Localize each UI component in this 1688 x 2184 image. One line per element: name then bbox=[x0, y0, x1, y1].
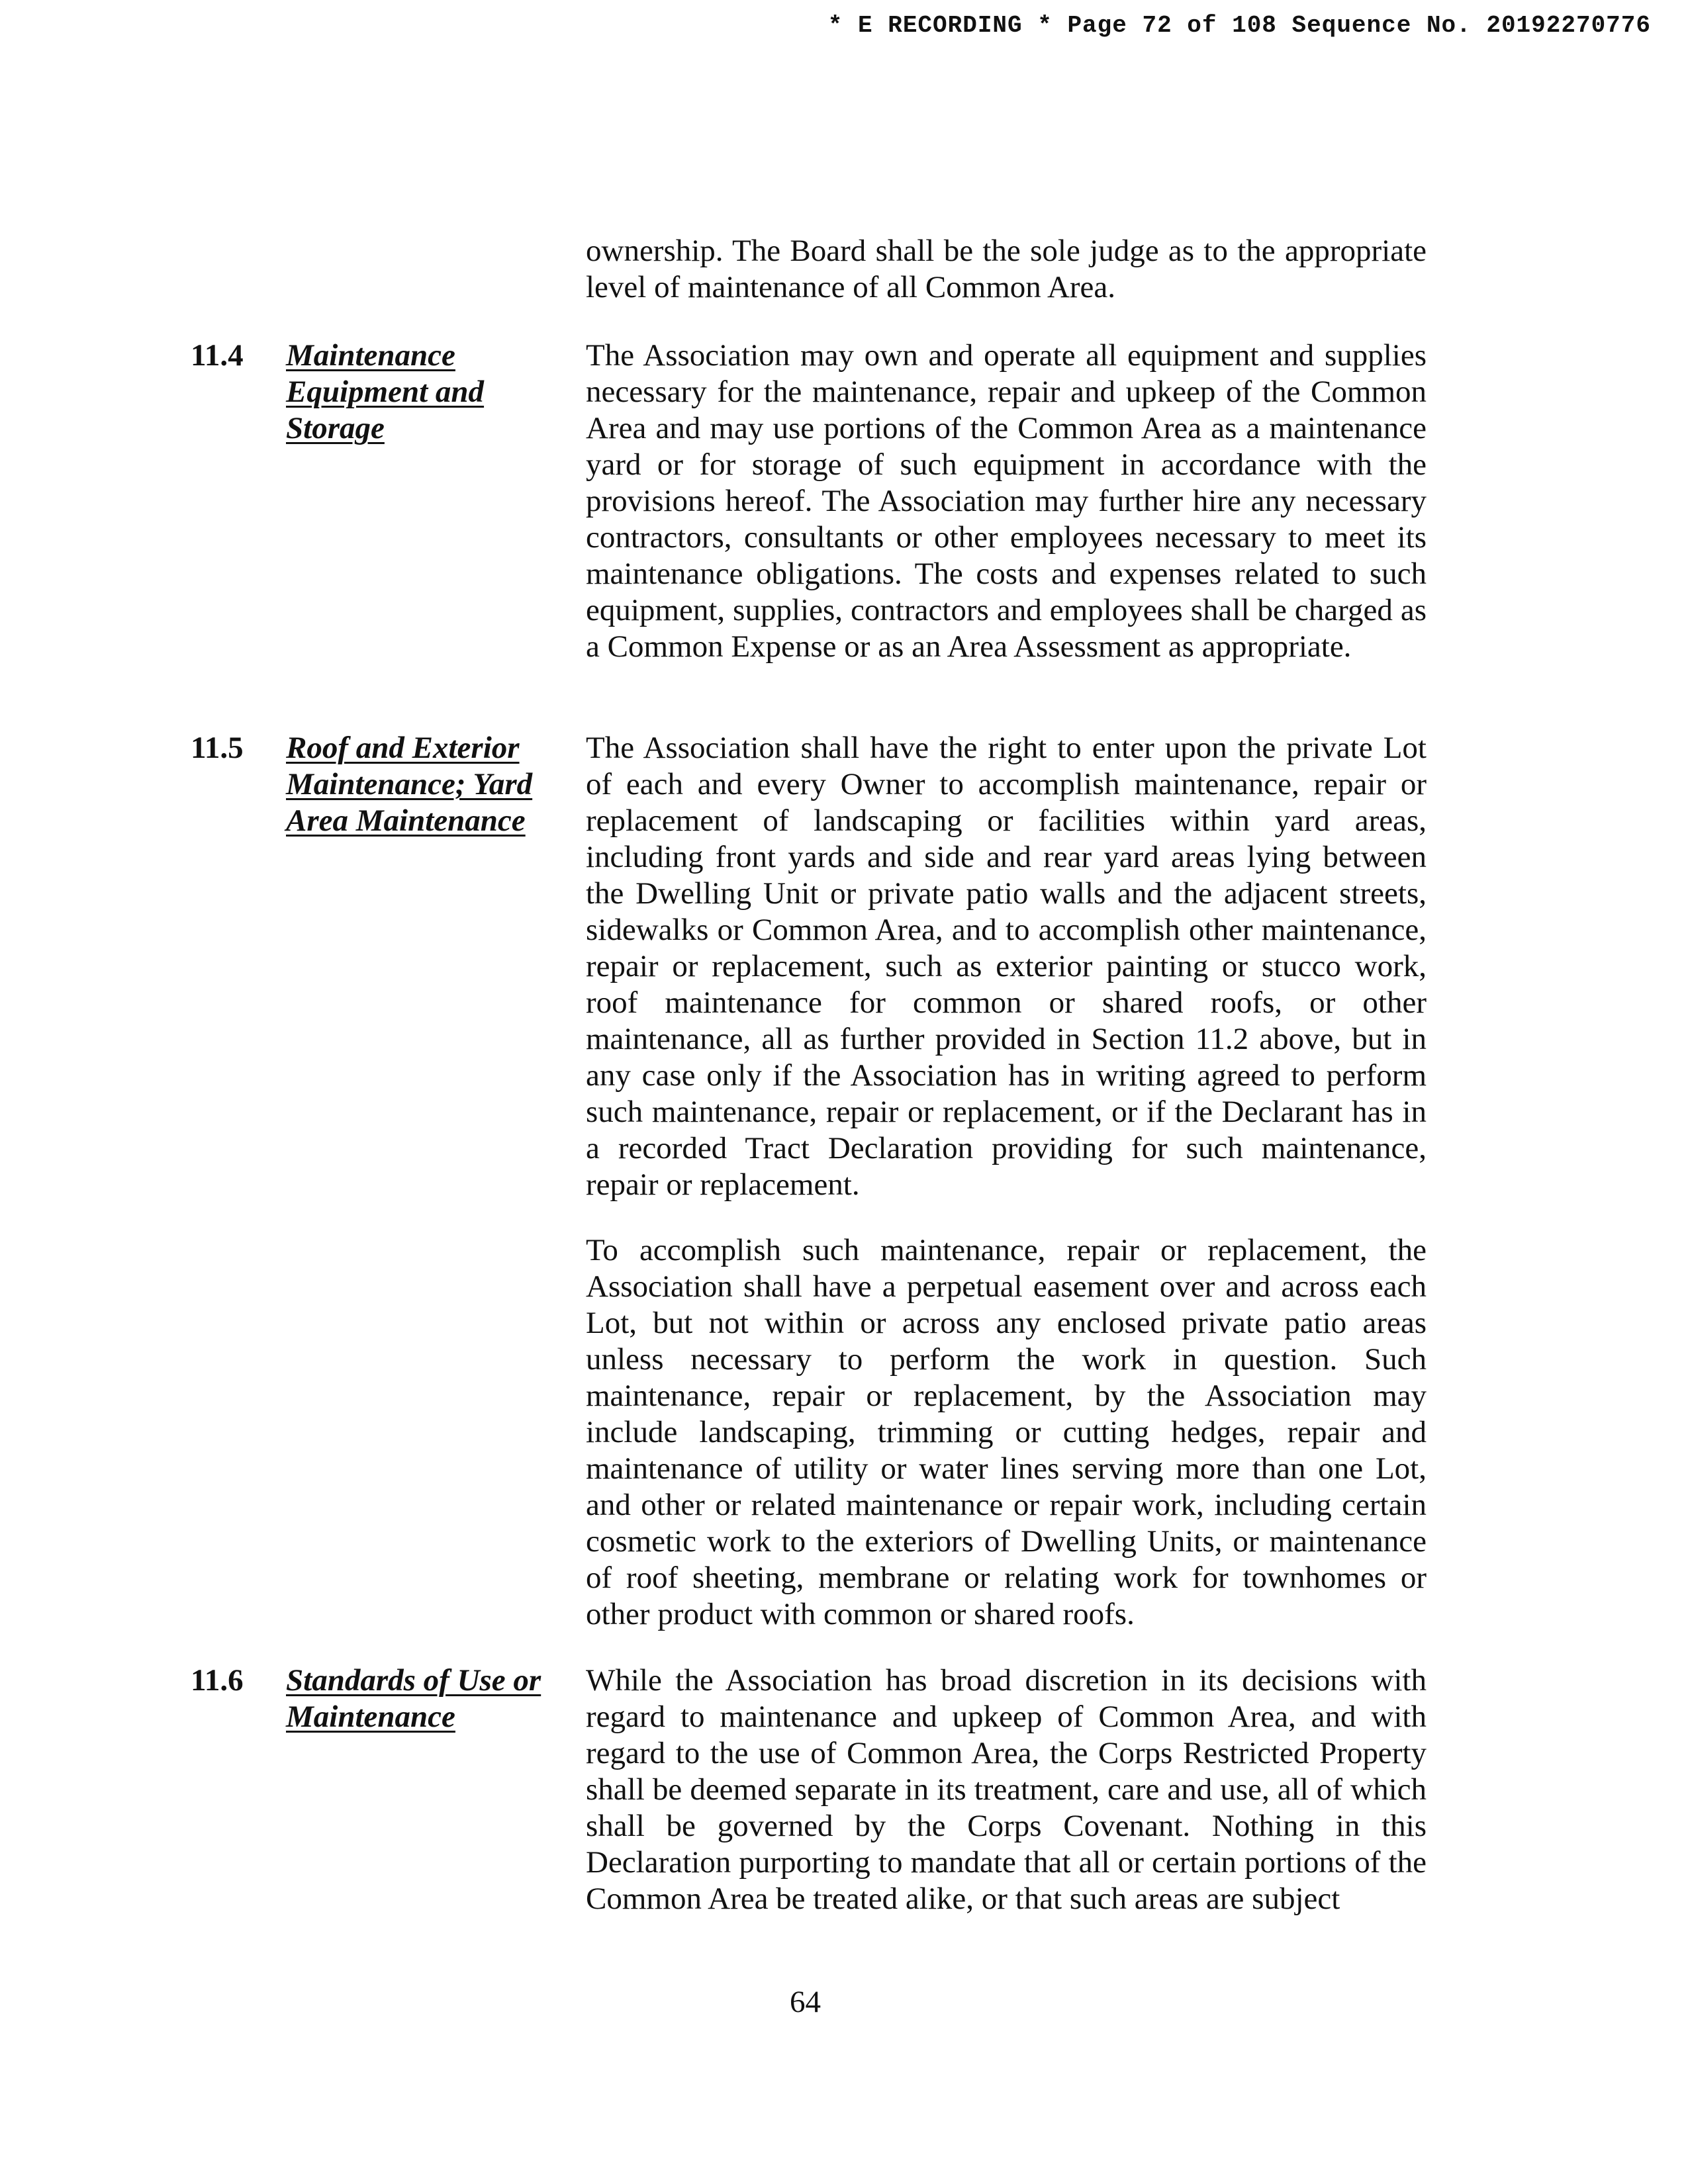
section-11-5-paragraph-2: To accomplish such maintenance, repair or replacement, the Association shall have a perpetual easement over and across each Lot, but not within or across any enclosed private patio areas unless necessary to perform the work in question. Such maintenance, repair or replacement, by the Association may include landscaping, trimming or cutting hedges, repair and maintenance of utility or water lines serving more than one Lot, and other or related maintenance or repair work, including certain cosmetic work to the exteriors of Dwelling Units, or maintenance of roof sheeting, membrane or relating work for townhomes or other product with common or shared roofs. bbox=[586, 1233, 1427, 1631]
section-11-5-paragraph-1: The Association shall have the right to enter upon the private Lot of each and every Owner to accomplish maintenance, repair or replacement of landscaping or facilities within yard areas, including front yards and side and rear yard areas lying between the Dwelling Unit or private patio walls and the adjacent streets, sidewalks or Common Area, and to accomplish other maintenance, repair or replacement, such as exterior painting or stucco work, roof maintenance for common or shared roofs, or other maintenance, all as further provided in Section 11.2 above, but in any case only if the Association has in writing agreed to perform such maintenance, repair or replacement, or if the Declarant has in a recorded Tract Declaration providing for such maintenance, repair or replacement. bbox=[586, 731, 1427, 1202]
recording-header: * E RECORDING * Page 72 of 108 Sequence No. 20192270776 bbox=[827, 12, 1651, 39]
section-title-11-5: Roof and Exterior Maintenance; Yard Area Maintenance bbox=[286, 731, 533, 838]
section-title-11-4: Maintenance Equipment and Storage bbox=[286, 338, 485, 445]
section-11-4-paragraph: The Association may own and operate all equipment and supplies necessary for the maintenance, repair and upkeep of the Common Area and may use portions of the Common Area as a maintenance yard or for storage of such equipment in accordance with the provisions hereof. The Association may further hire any necessary contractors, consultants or other employees necessary to meet its maintenance obligations. The costs and expenses related to such equipment, supplies, contractors and employees shall be charged as a Common Expense or as an Area Assessment as appropriate. bbox=[586, 338, 1427, 664]
section-number-11-4: 11.4 bbox=[191, 338, 244, 373]
section-number-11-6: 11.6 bbox=[191, 1663, 244, 1698]
page-number: 64 bbox=[790, 1985, 821, 2019]
continuation-paragraph: ownership. The Board shall be the sole judge as to the appropriate level of maintenance of all Common Area. bbox=[586, 234, 1427, 304]
section-title-11-6: Standards of Use or Maintenance bbox=[286, 1663, 541, 1734]
section-11-6-paragraph: While the Association has broad discretion in its decisions with regard to maintenance and upkeep of Common Area, and with regard to the use of Common Area, the Corps Restricted Property shall be deemed separate in its treatment, care and use, all of which shall be governed by the Corps Covenant. Nothing in this Declaration purporting to mandate that all or certain portions of the Common Area be treated alike, or that such areas are subject bbox=[586, 1663, 1427, 1916]
section-number-11-5: 11.5 bbox=[191, 731, 244, 765]
